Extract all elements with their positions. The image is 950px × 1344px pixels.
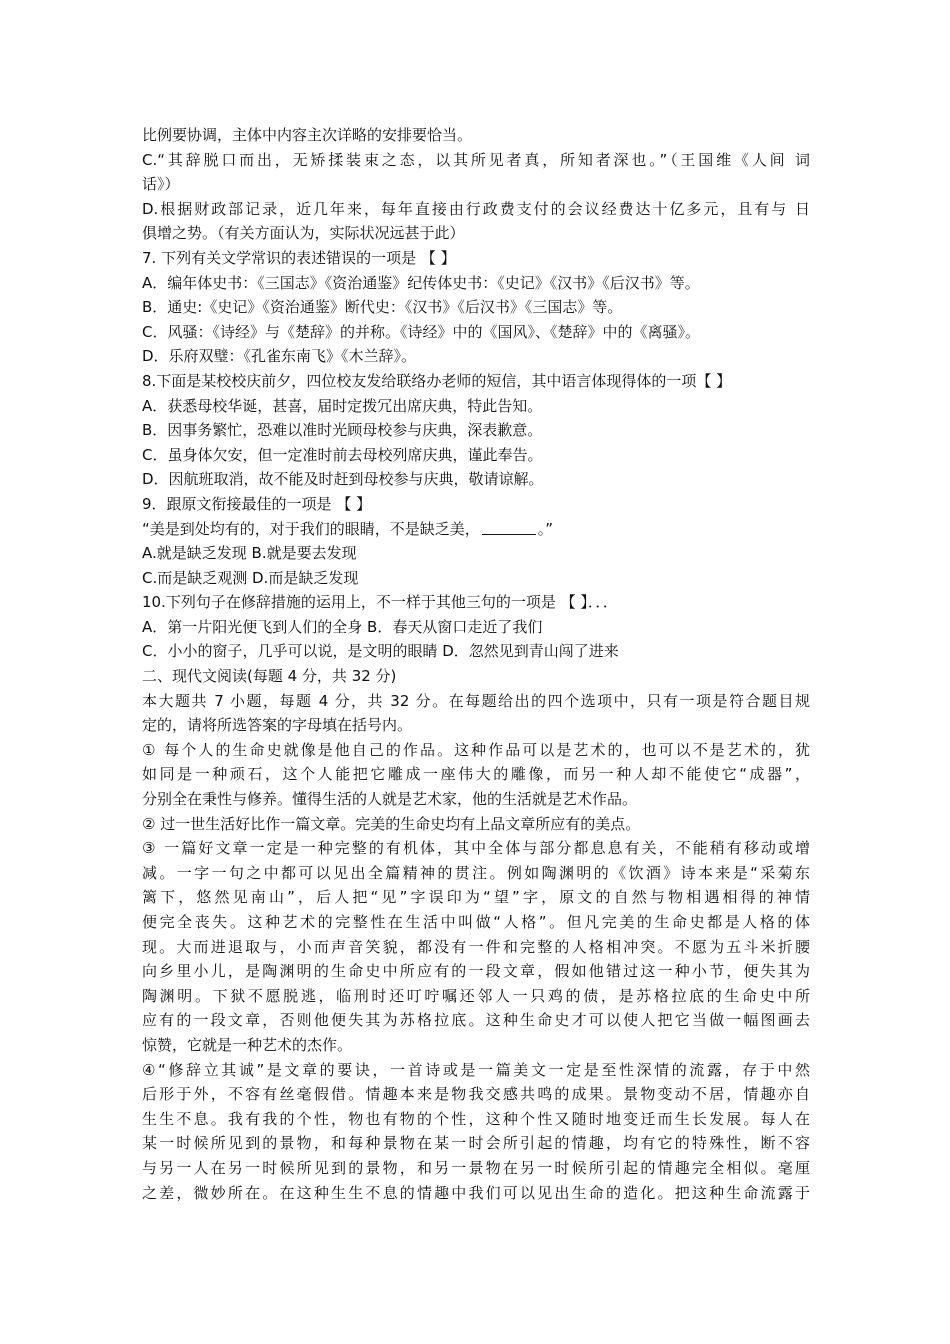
question-7-option-d: D．乐府双璧：《孔雀东南飞》《木兰辞》。: [142, 347, 417, 366]
text-line: D.根据财政部记录，近几年来，每年直接由行政费支付的会议经费达十亿多元，且有与 日: [142, 199, 810, 218]
passage-line: 便完全丧失。这种艺术的完整性在生活中叫做“人格”。但凡完美的生命史都是人格的体: [142, 913, 810, 931]
passage-line: 向乡里小儿，是陶渊明的生命史中所应有的一段文章，假如他错过这一种小节，便失其为: [142, 962, 810, 981]
question-7-stem: 7. 下列有关文学常识的表述错误的一项是 【 】: [142, 248, 456, 267]
document-page: [142, 123, 810, 1205]
passage-line: 减。一字一句之中都可以见出全篇精神的贯注。例如陶渊明的《饮酒》诗本来是“采菊东: [142, 863, 810, 882]
section-heading: 二、现代文阅读(每题 4 分，共 32 分): [142, 667, 397, 686]
section-instructions: 定的，请将所选答案的字母填在括号内。: [142, 716, 413, 735]
passage-line: 后形于外，不容有丝毫假借。情趣本来是物我交感共鸣的成果。景物变动不居，情趣亦自: [142, 1085, 810, 1104]
passage-line: 如同是一种顽石，这个人能把它雕成一座伟大的雕像，而另一种人却不能使它“成器”，: [142, 765, 810, 784]
passage-line: 应有的一段文章，否则他便失其为苏格拉底。这种生命史才可以使人把它当做一幅图画去: [142, 1011, 810, 1030]
question-10-stem: 10.下列句子在修辞措施的运用上，不一样于其他三句的一项是 【 】．．．: [142, 593, 618, 612]
question-8-option-c: C．虽身体欠安，但一定准时前去母校列席庆典，谨此奉告。: [142, 445, 543, 464]
quote-text-after: 。”: [537, 519, 554, 538]
question-9-quote: [142, 517, 810, 542]
text-line: 比例要协调，主体中内容主次详略的安排要恰当。: [142, 126, 473, 144]
passage-line: 之差，微妙所在。在这种生生不息的情趣中我们可以见出生命的造化。把这种生命流露于: [142, 1183, 810, 1202]
question-8-option-a: A．获悉母校华诞，甚喜，届时定拨冗出席庆典，特此告知。: [142, 396, 543, 415]
question-10-options-cd: C．小小的窗子，几乎可以说，是文明的眼睛 D．忽然见到青山闯了进来: [142, 642, 619, 661]
passage-line: 惊赞，它就是一种艺术的杰作。: [142, 1035, 353, 1054]
passage-line: ① 每个人的生命史就像是他自己的作品。这种作品可以是艺术的，也可以不是艺术的，犹: [142, 740, 810, 759]
text-line: 话》）: [142, 175, 180, 194]
passage-line: 生生不息。我有我的个性，物也有物的个性，这种个性又随时地变迁而生长发展。每人在: [142, 1109, 810, 1128]
passage-line: 陶渊明。下狱不愿脱逃，临刑时还叮咛嘱还邻人一只鸡的债，是苏格拉底的生命史中所: [142, 986, 810, 1005]
question-9-stem: 9．跟原文衔接最佳的一项是 【 】: [142, 494, 372, 513]
question-10-options-ab: A．第一片阳光便飞到人们的全身 B．春天从窗口走近了我们: [142, 617, 543, 636]
answer-blank: [482, 520, 536, 535]
passage-line: 与另一人在另一时候所见到的景物，和另一景物在另一时候所引起的情趣完全相似。毫厘: [142, 1158, 810, 1177]
text-line: 俱增之势。（有关方面认为，实际状况远甚于此）: [142, 224, 465, 243]
section-instructions: 本大题共 7 小题，每题 4 分，共 32 分。在每题给出的四个选项中，只有一项是符合题目规: [142, 691, 810, 710]
passage-line: ④“修辞立其诚”是文章的要诀，一首诗或是一篇美文一定是至性深情的流露，存于中然: [142, 1060, 810, 1079]
question-8-option-b: B．因事务繁忙，恐难以准时光顾母校参与庆典，深表歉意。: [142, 421, 543, 440]
passage-line: 篱下，悠然见南山”，后人把“见”字误印为“望”字，原文的自然与物相遇相得的神情: [142, 888, 810, 907]
passage-line: ③ 一篇好文章一定是一种完整的有机体，其中全体与部分都息息有关，不能稍有移动或增: [142, 839, 810, 858]
passage-line: 分别全在秉性与修养。懂得生活的人就是艺术家，他的生活就是艺术作品。: [142, 790, 638, 809]
passage-line: ② 过一世生活好比作一篇文章。完美的生命史均有上品文章所应有的美点。: [142, 814, 641, 833]
question-7-option-c: C．风骚：《诗经》与《楚辞》的并称。《诗经》中的《国风》、《楚辞》中的《离骚》。: [142, 322, 700, 341]
question-9-options-ab: A.就是缺乏发现 B.就是要去发现: [142, 544, 357, 563]
question-7-option-b: B．通史:《史记》《资治通鉴》断代史：《汉书》《后汉书》《三国志》等。: [142, 298, 623, 317]
quote-text-before: “美是到处均有的，对于我们的眼睛，不是缺乏美，: [142, 519, 480, 538]
question-7-option-a: A．编年体史书：《三国志》《资治通鉴》纪传体史书：《史记》《汉书》《后汉书》等。: [142, 273, 700, 292]
question-8-stem: 8.下面是某校校庆前夕，四位校友发给联络办老师的短信，其中语言体现得体的一项【 】: [142, 371, 732, 390]
passage-line: 某一时候所见到的景物，和每种景物在某一时会所引起的情趣，均有它的特殊性，断不容: [142, 1134, 810, 1153]
question-9-options-cd: C.而是缺乏观测 D.而是缺乏发现: [142, 568, 359, 587]
text-line: C.“其辞脱口而出，无矫揉装束之态，以其所见者真，所知者深也。”（王国维《人间 词: [142, 150, 810, 169]
question-8-option-d: D．因航班取消，故不能及时赶到母校参与庆典，敬请谅解。: [142, 470, 544, 489]
passage-line: 现。大而进退取与，小而声音笑貌，都没有一件和完整的人格相冲突。不愿为五斗米折腰: [142, 937, 810, 956]
